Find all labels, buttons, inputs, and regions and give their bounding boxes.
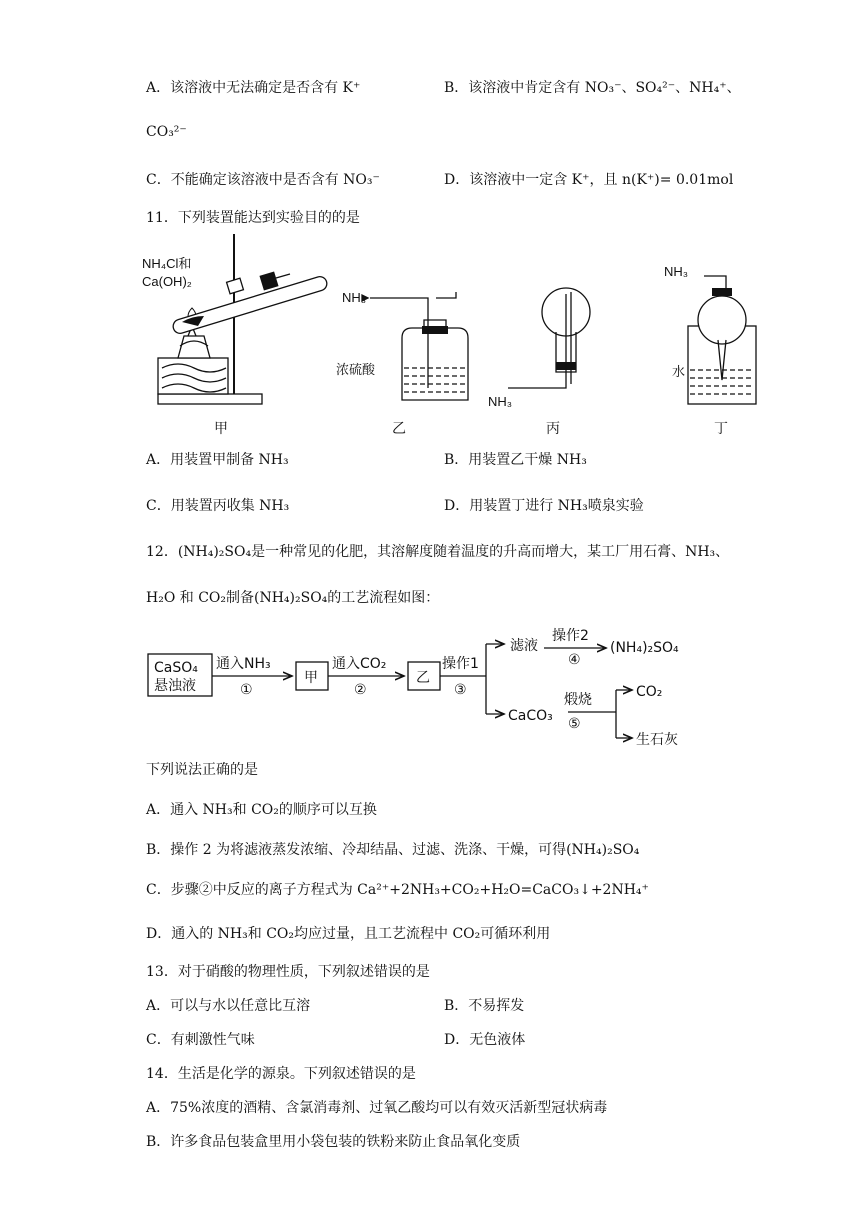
flow-step-5: 煅烧 bbox=[564, 692, 592, 708]
q12-option-c: C．步骤②中反应的离子方程式为 Ca²⁺+2NH₃+CO₂+H₂O=CaCO₃↓+2NH₄⁺ bbox=[146, 882, 649, 898]
q13-option-b: B．不易挥发 bbox=[444, 998, 525, 1014]
caption-bing: 丙 bbox=[546, 420, 560, 436]
q13-option-d: D．无色液体 bbox=[444, 1032, 526, 1048]
apparatus-bing bbox=[508, 288, 590, 388]
flow-step-5-num: ⑤ bbox=[568, 716, 581, 732]
q10-option-b: B．该溶液中肯定含有 NO₃⁻、SO₄²⁻、NH₄⁺、 bbox=[444, 80, 741, 96]
apparatus-yi bbox=[362, 292, 468, 400]
caption-jia: 甲 bbox=[214, 420, 228, 436]
acid-label: 浓硫酸 bbox=[336, 362, 376, 377]
reagent-label-2: Ca(OH)₂ bbox=[142, 274, 192, 289]
flow-filtrate: 滤液 bbox=[510, 638, 538, 654]
q14-stem: 14．生活是化学的源泉。下列叙述错误的是 bbox=[146, 1066, 416, 1082]
q11-option-c: C．用装置丙收集 NH₃ bbox=[146, 498, 290, 514]
q11-option-d: D．用装置丁进行 NH₃喷泉实验 bbox=[444, 498, 644, 514]
q10-option-a: A．该溶液中无法确定是否含有 K⁺ bbox=[146, 80, 361, 96]
q11-stem: 11．下列装置能达到实验目的的是 bbox=[146, 210, 360, 226]
flow-box-yi-label: 乙 bbox=[416, 670, 430, 686]
q12-process-flowchart bbox=[140, 624, 720, 754]
q10-option-c: C．不能确定该溶液中是否含有 NO₃⁻ bbox=[146, 172, 380, 188]
q12-option-d: D．通入的 NH₃和 CO₂均应过量，且工艺流程中 CO₂可循环利用 bbox=[146, 926, 551, 942]
water-label: 水 bbox=[672, 364, 686, 379]
caption-yi: 乙 bbox=[392, 420, 406, 436]
flow-step-1: 通入NH₃ bbox=[216, 656, 271, 672]
flow-step-2-num: ② bbox=[354, 682, 367, 698]
flow-step-3-num: ③ bbox=[454, 682, 467, 698]
flow-co2: CO₂ bbox=[636, 684, 663, 700]
q14-option-b: B．许多食品包装盒里用小袋包装的铁粉来防止食品氧化变质 bbox=[146, 1134, 521, 1150]
flow-caco3: CaCO₃ bbox=[508, 708, 553, 724]
flow-start-line-2: 悬浊液 bbox=[154, 678, 196, 694]
flow-start-line-1: CaSO₄ bbox=[154, 660, 198, 676]
apparatus-ding bbox=[688, 276, 756, 404]
q12-option-b: B．操作 2 为将滤液蒸发浓缩、冷却结晶、过滤、洗涤、干燥，可得(NH₄)₂SO₄ bbox=[146, 842, 640, 858]
q12-prompt: 下列说法正确的是 bbox=[146, 762, 258, 778]
q10-option-b-continued: CO₃²⁻ bbox=[146, 124, 187, 140]
nh3-label-yi: NH₃ bbox=[342, 290, 367, 305]
q14-option-a: A．75%浓度的酒精、含氯消毒剂、过氧乙酸均可以有效灭活新型冠状病毒 bbox=[146, 1100, 608, 1116]
caption-ding: 丁 bbox=[714, 420, 728, 436]
flow-step-3: 操作1 bbox=[442, 656, 479, 672]
q11-option-a: A．用装置甲制备 NH₃ bbox=[146, 452, 289, 468]
q12-option-a: A．通入 NH₃和 CO₂的顺序可以互换 bbox=[146, 802, 377, 818]
flow-step-4-num: ④ bbox=[568, 652, 581, 668]
flow-quicklime: 生石灰 bbox=[636, 732, 678, 748]
flow-step-2: 通入CO₂ bbox=[332, 656, 387, 672]
q12-stem-line-2: H₂O 和 CO₂制备(NH₄)₂SO₄的工艺流程如图： bbox=[146, 590, 440, 606]
q10-option-d: D．该溶液中一定含 K⁺，且 n(K⁺)= 0.01mol bbox=[444, 172, 734, 188]
flow-product: (NH₄)₂SO₄ bbox=[610, 640, 679, 656]
nh3-label-bing: NH₃ bbox=[488, 394, 513, 409]
q12-stem-line-1: 12．(NH₄)₂SO₄是一种常见的化肥，其溶解度随着温度的升高而增大，某工厂用石膏、NH₃、 bbox=[146, 544, 730, 560]
flow-step-1-num: ① bbox=[240, 682, 253, 698]
q11-option-b: B．用装置乙干燥 NH₃ bbox=[444, 452, 587, 468]
nh3-label-ding: NH₃ bbox=[664, 264, 689, 279]
q13-stem: 13．对于硝酸的物理性质，下列叙述错误的是 bbox=[146, 964, 430, 980]
flow-box-jia-label: 甲 bbox=[304, 670, 318, 686]
q13-option-c: C．有刺激性气味 bbox=[146, 1032, 255, 1048]
reagent-label-1: NH₄Cl和 bbox=[142, 256, 192, 271]
flow-step-4: 操作2 bbox=[552, 628, 589, 644]
q11-apparatus-figure bbox=[130, 228, 770, 444]
q13-option-a: A．可以与水以任意比互溶 bbox=[146, 998, 311, 1014]
